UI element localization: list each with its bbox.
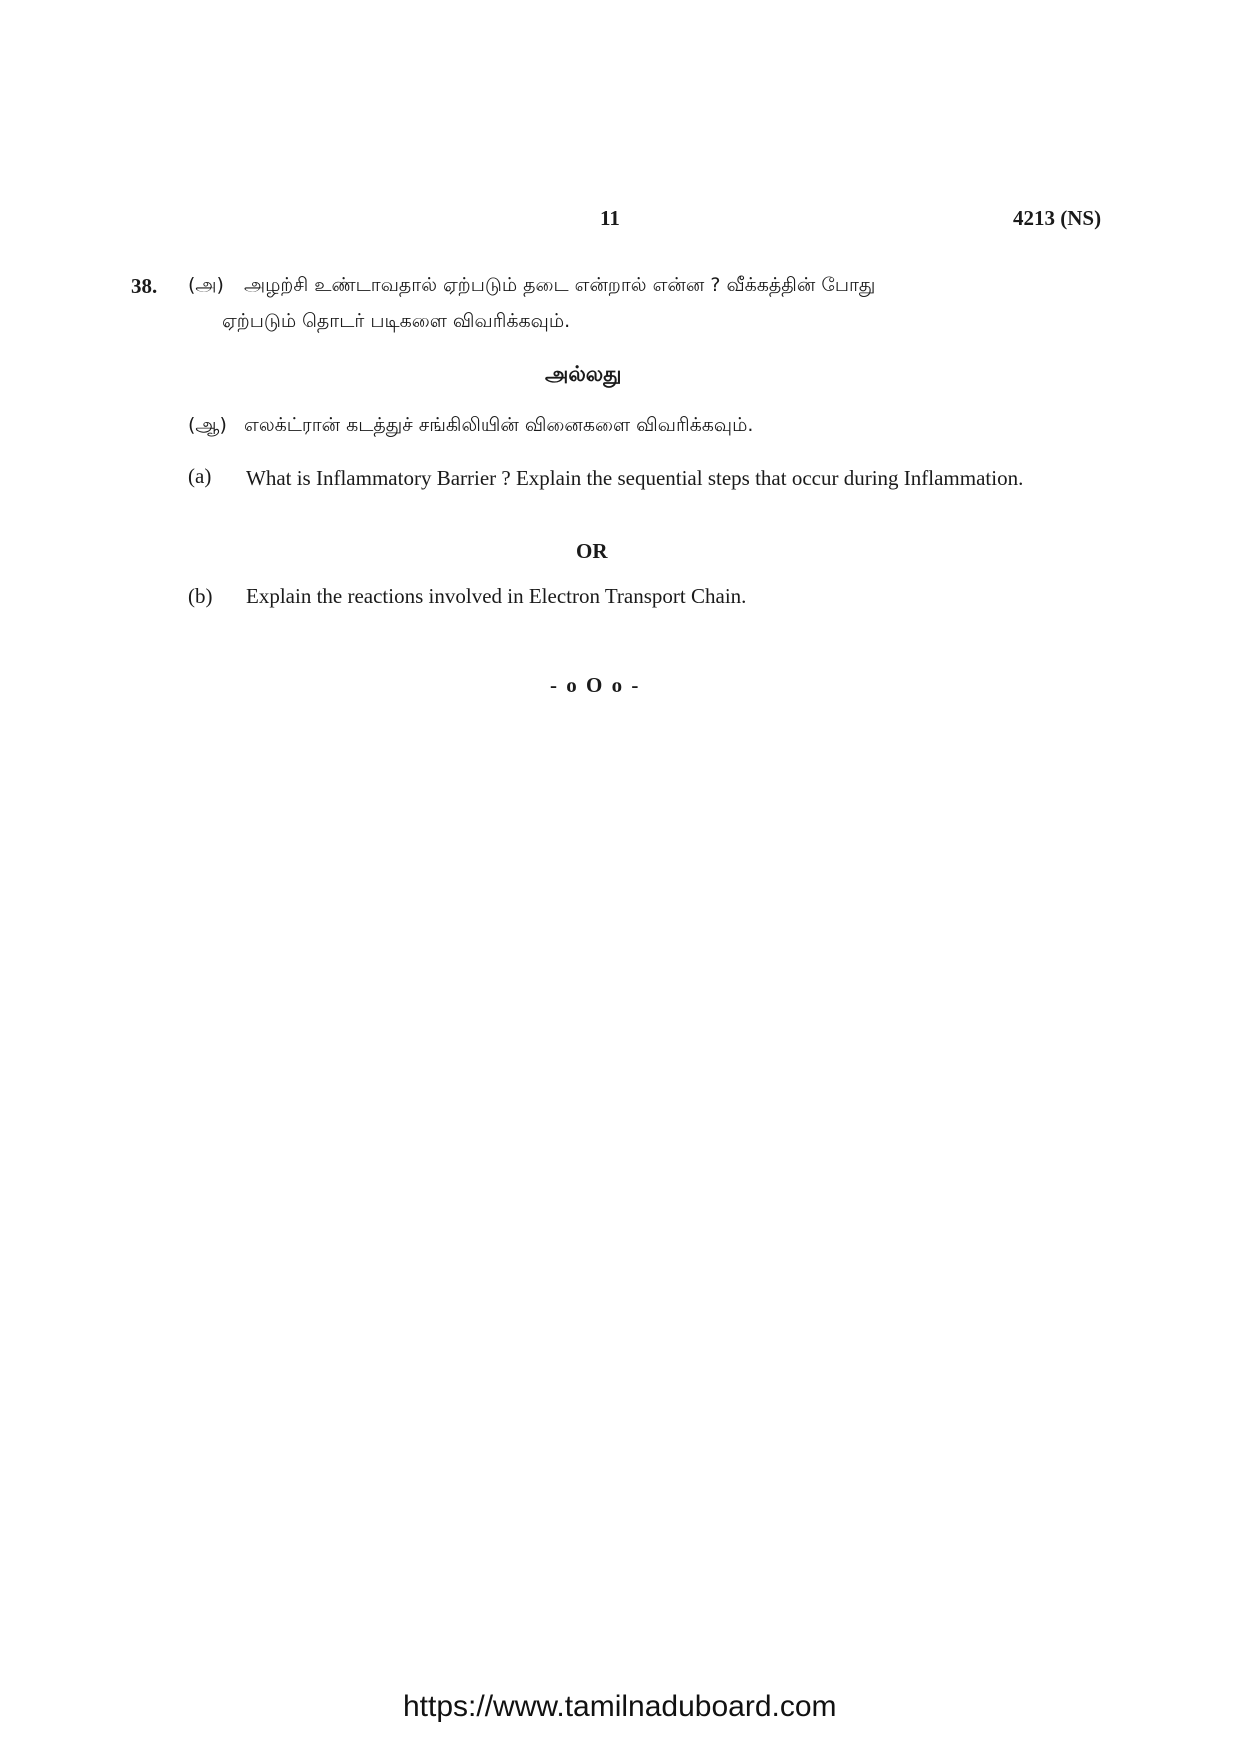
end-of-paper-mark: - o O o - xyxy=(550,673,641,697)
tamil-option-a-marker: (அ) xyxy=(188,274,224,296)
tamil-option-b-marker: (ஆ) xyxy=(188,414,227,436)
english-option-a-marker: (a) xyxy=(188,464,212,488)
english-option-b-marker: (b) xyxy=(188,584,213,608)
english-option-a-text: What is Inflammatory Barrier ? Explain the sequential steps that occur during Inflammation. xyxy=(246,466,1024,490)
footer-url[interactable]: https://www.tamilnaduboard.com xyxy=(403,1690,837,1723)
paper-code: 4213 (NS) xyxy=(1013,206,1102,230)
english-option-b-text: Explain the reactions involved in Electron Transport Chain. xyxy=(246,584,747,608)
page-number: 11 xyxy=(600,206,620,230)
tamil-option-b-text: எலக்ட்ரான் கடத்துச் சங்கிலியின் வினைகளை விவரிக்கவும். xyxy=(244,414,754,436)
question-number: 38. xyxy=(131,274,158,298)
tamil-option-a-line2: ஏற்படும் தொடர் படிகளை விவரிக்கவும். xyxy=(222,310,571,332)
english-or-label: OR xyxy=(576,539,608,563)
tamil-or-label: அல்லது xyxy=(545,362,622,386)
tamil-option-a-line1: அழற்சி உண்டாவதால் ஏற்படும் தடை என்றால் என்ன ? வீக்கத்தின் போது xyxy=(244,274,876,296)
